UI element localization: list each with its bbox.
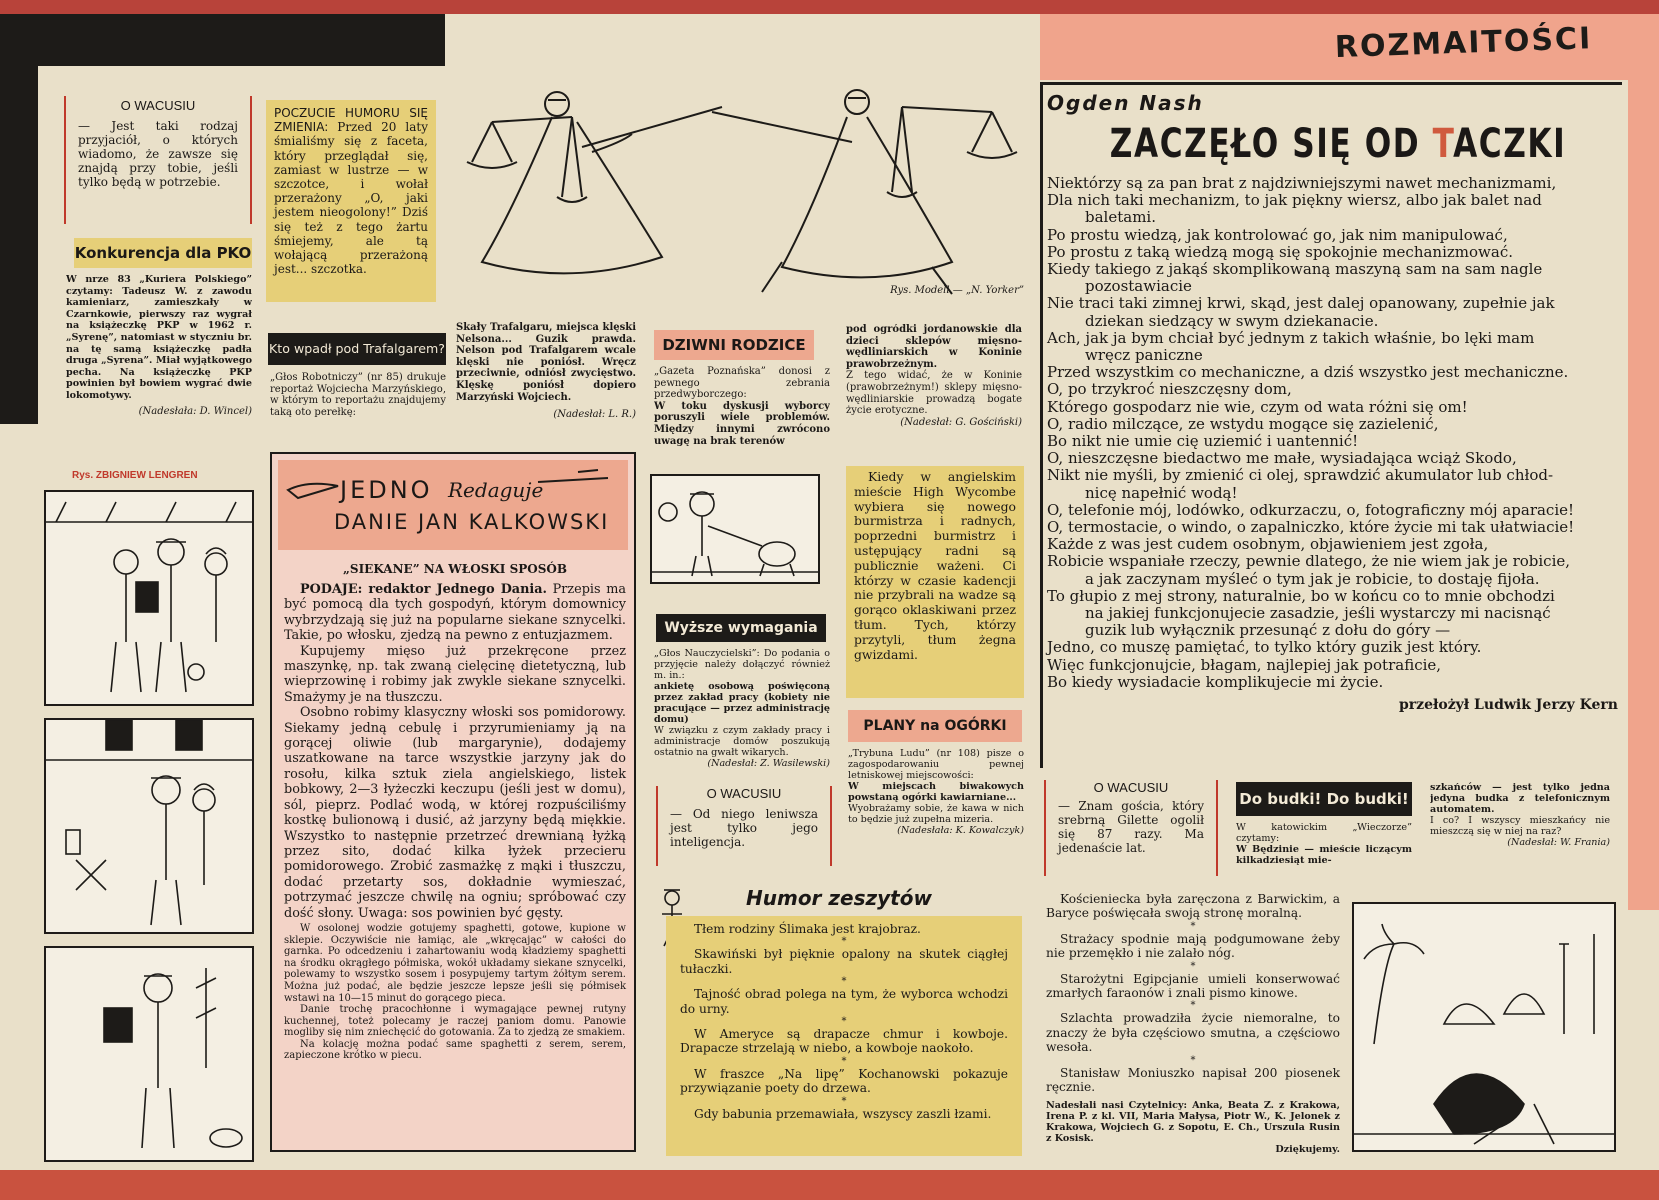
trafalgar-text-2: Skały Trafalgaru, miejsca klęski Nelsona... Guzik prawda. Nelson pod Trafalgarem wcale klęski nie poniósł. Wręcz przeciwnie, odniósł zwycięstwo. Klęskę poniósł dopiero Marzyński Wojciech. — [456, 322, 636, 403]
poem-line: dziekan siedzący w swym dziekanacie. — [1085, 311, 1379, 330]
justice-duel-illustration — [452, 62, 1032, 302]
dziwni-text-1: „Gazeta Poznańska” donosi z pewnego zebrania przedwyborczego: — [654, 366, 830, 401]
humor-separator-star: * — [841, 976, 847, 988]
desert-illustration — [1354, 904, 1614, 1150]
comic-illustration-2 — [46, 720, 252, 932]
wyzsze-title: Wyższe wymagania — [656, 614, 826, 642]
poem-line: Dla nich taki mechanizm, to jak piękny wiersz, albo jak balet nad — [1047, 191, 1542, 210]
plany-text-2: Wyobrażamy sobie, że kawa w nich to będzie już zupełna mizeria. — [848, 803, 1024, 825]
poem-line: Ach, jak ja bym chciał być jednym z takich właśnie, bo lęki mam — [1047, 328, 1535, 347]
dog-comic — [650, 474, 820, 584]
humor-item: Tłem rodziny Ślimaka jest krajobraz. — [694, 922, 921, 936]
desert-comic — [1352, 902, 1616, 1152]
poem-line: O, telefonie mój, lodówko, odkurzaczu, o, fotograficzny mój aparacie! — [1047, 500, 1575, 519]
poem-line: guzik lub wyłącznik przesunąć z dołu do góry — — [1085, 621, 1451, 640]
budki-col-1 — [1236, 822, 1412, 872]
humor-item: Tajność obrad polega na tym, że wyborca wchodzi do urny. — [680, 987, 1008, 1016]
trafalgar-title: Kto wpadł pod Trafalgarem? — [268, 333, 446, 365]
plany-box — [848, 748, 1024, 872]
budki-sig: (Nadesłał: W. Frania) — [1507, 837, 1610, 848]
humor-item: W fraszce „Na lipę” Kochanowski pokazuje przywiązanie poety do drzewa. — [680, 1066, 1008, 1096]
poem-line: Nikt nie myśli, by zmienić ci olej, sprawdzić akumulator lub chłod- — [1047, 466, 1554, 485]
poem-line: Więc funkcjonujcie, błagam, najlepiej jak potraficie, — [1047, 655, 1442, 674]
humor-separator-star: * — [841, 1055, 847, 1067]
poem-line: wręcz paniczne — [1085, 346, 1203, 365]
wacusiu-box-2 — [656, 786, 832, 866]
humor-right-list — [1046, 892, 1340, 1094]
jedno-danie-subtitle: „SIEKANE” NA WŁOSKI SPOSÓB — [343, 562, 567, 576]
konkurencja-text: W nrze 83 „Kuriera Polskiego” czytamy: Tadeusz W. z zawodu kamieniarz, zamieszkały w Czarnkowie, pierwszy raz wygrał na książeczkę PKP w 1962 r. „Syrenę”, natomiast w styczniu br. na tę samą książeczkę padła druga „Syrena”. Miał wyjątkowego pecha. Na książeczkę PKP powinien był bowiem wygrać dwie lokomotywy. — [66, 274, 252, 401]
wacusiu-2-text: — Od niego leniwsza jest tylko jego inteligencja. — [670, 807, 818, 849]
plany-text-1b: W miejscach biwakowych powstaną ogórki kawiarniane... — [848, 781, 1024, 803]
poem-line: Nie traci taki zimnej krwi, skąd, jest dalej opanowany, zupełnie jak — [1047, 294, 1555, 313]
logo-danie: DANIE JAN KALKOWSKI — [334, 510, 610, 534]
comic-illustration-3 — [46, 948, 252, 1160]
poem-translator: przełożył Ludwik Jerzy Kern — [1398, 697, 1618, 714]
trafalgar-col-2 — [456, 322, 636, 446]
humor-item: Stanisław Moniuszko napisał 200 piosenek ręcznie. — [1046, 1065, 1340, 1095]
wacusiu-box-1 — [64, 96, 252, 224]
poczucie-humoru-box — [266, 100, 436, 302]
dziwni-col-1 — [654, 366, 830, 446]
dziwni-title: DZIWNI RODZICE — [654, 330, 814, 360]
poem-line: Każde z was jest cudem osobnym, objawieniem jest zgoła, — [1047, 535, 1489, 554]
lengren-credit: Rys. ZBIGNIEW LENGREN — [72, 470, 198, 481]
recipe-p5: Danie trochę pracochłonne i wymagające pewnej rutyny kuchennej, toteż polecamy je raczej paniom domu. Panowie mogliby się nim zniechęcić do gotowania. Za to zjedzą ze smakiem. — [284, 1004, 626, 1039]
trafalgar-sig: (Nadesłał: L. R.) — [553, 409, 636, 421]
poem-line: Kiedy takiego z jakąś skomplikowaną maszyną sam na sam nagle — [1047, 260, 1543, 279]
poem-title-t: T — [1432, 121, 1454, 167]
humor-item: Starożytni Egipcjanie umieli konserwować zmarłych faraonów i znali pismo kinowe. — [1046, 971, 1340, 1001]
poem-line: Bo nikt nie umie cię uziemić i uantennić! — [1047, 432, 1359, 451]
poem-author: Ogden Nash — [1047, 91, 1204, 115]
humor-separator-star: * — [1190, 920, 1196, 932]
plany-title: PLANY na OGÓRKI — [848, 710, 1022, 742]
wacusiu-box-3 — [1044, 780, 1218, 876]
poem-line: O, po trzykroć nieszczęsny dom, — [1047, 380, 1292, 399]
poem-line: pozostawiacie — [1085, 277, 1192, 296]
budki-title: Do budki! Do budki! — [1236, 782, 1412, 816]
recipe-p4: W osolonej wodzie gotujemy spaghetti, gotowe, kupione w sklepie. Oczywiście nie łamiąc, ale „wkręcając” w całości do garnka. Po odcedzeniu i zahartowaniu wodą kładziemy spaghetti na środku okrągłego półmiska, wokół układamy siekane sznycelki, polewamy to wszystko sosem i posypujemy tartym żółtym serem. Można już podać, ale będzie jeszcze lepsze jeśli się półmisek wstawi na 10—15 minut do gorącego pieca. — [284, 922, 626, 1004]
budki-col-2 — [1430, 782, 1610, 878]
budki-text-1: W katowickim „Wieczorze” czytamy: — [1236, 822, 1412, 844]
logo-jedno: JEDNO — [340, 476, 433, 504]
poem-line: nicę napełnić wodą! — [1085, 483, 1238, 502]
dog-walk-illustration — [652, 476, 818, 582]
jedno-danie-text — [284, 582, 626, 1062]
trafalgar-text-1: „Głos Robotniczy” (nr 85) drukuje reportaż Wojciecha Marzyńskiego, w którym to reportażu znajdujemy taką oto perełkę: — [270, 372, 446, 418]
logo-redaguje: Redaguje — [448, 478, 544, 502]
poem-title — [1109, 121, 1567, 167]
poem-line: Jedno, co muszę pamiętać, to tylko który guzik jest który. — [1047, 638, 1482, 657]
wacusiu-title: O WACUSIU — [120, 98, 196, 113]
poem-box — [1040, 82, 1622, 768]
poem-line: Bo kiedy wysiadacie komplikujecie mi życie. — [1047, 672, 1384, 691]
humor-item: W Ameryce są drapacze chmur i kowboje. Drapacze strzelają w niebo, a kowboje naokoło. — [680, 1027, 1008, 1056]
humor-box — [646, 876, 1626, 1166]
dziwni-text-1b: W toku dyskusji wyborcy poruszyli wiele problemów. Między innymi zwrócono uwagę na brak terenów — [654, 400, 830, 446]
poczucie-text: Przed 20 laty śmialiśmy się z faceta, który przeglądał się, zamiast w lustrze — w szczotce, i wołał przerażony „O, jaki jestem nieogolony!” Dziś się też z tego żartu śmiejemy, ale tą wołającą przerażoną jest... szczotka. — [274, 120, 428, 277]
humor-right-col — [1046, 892, 1340, 1162]
humor-left-list — [680, 922, 1008, 1121]
poem-line: Przed wszystkim co mechaniczne, a dziś wszystko jest mechaniczne. — [1047, 363, 1569, 382]
humor-thanks: Dziękujemy. — [1275, 1144, 1340, 1156]
humor-separator-star: * — [1190, 1054, 1196, 1066]
poem-lines — [1047, 175, 1618, 691]
wacusiu-text: — Jest taki rodzaj przyjaciół, o których wiadomo, że zawsze się znajdą przy tobie, jeśli tylko będą w potrzebie. — [78, 119, 238, 189]
dziwni-text-2: pod ogródki jordanowskie dla dzieci sklepów mięsno-wędliniarskich w Koninie prawobrzeżnym. — [846, 324, 1022, 370]
humor-separator-star: * — [1190, 1000, 1196, 1012]
humor-item: Strażacy spodnie mają podgumowane żeby nie przemękło i nie zalało nóg. — [1046, 931, 1340, 961]
konkurencja-box — [66, 274, 252, 454]
dziwni-text-3: Z tego widać, że w Koninie (prawobrzeżnym!) sklepy mięsno-wędliniarskie prowadzą bogate życie erotyczne. — [846, 370, 1022, 417]
plany-sig: (Nadesłała: K. Kowalczyk) — [897, 825, 1024, 836]
comic-panel-1 — [44, 490, 254, 706]
poem-line: To głupio z mej strony, naturalnie, bo w końcu co to mnie obchodzi — [1047, 586, 1555, 605]
humor-item: Skawiński był pięknie opalony na skutek ciągłej tułaczki. — [680, 947, 1008, 976]
jedno-danie-box — [270, 452, 636, 1152]
wyzsze-box — [654, 648, 830, 780]
justice-cartoon — [452, 62, 1032, 302]
wyzsze-text-2: W związku z czym zakłady pracy i administracje domów poszukują ostatnio na gwałt wikarych. — [654, 725, 830, 758]
poem-line: O, radio milczące, ze wstydu mogące się zazielenić, — [1047, 414, 1439, 433]
recipe-p2: Kupujemy mięso już przekręcone przez maszynkę, np. tak zwaną cielęcinę dietetyczną, lub wieprzowinę i robimy jak zwykle siekane sznycelki. Smażymy je na tłuszczu. — [284, 643, 626, 705]
humor-separator-star: * — [1190, 960, 1196, 972]
poem-line: O, termostacie, o windo, o zapalniczko, które życie mi tak ułatwiacie! — [1047, 518, 1575, 537]
paper-top-band — [0, 0, 1659, 14]
budki-text-1b: W Będzinie — mieście liczącym kilkadziesiąt mie- — [1236, 844, 1412, 866]
poem-line: a jak zaczynam myśleć o tym jak je robicie, to dostaję fijoła. — [1085, 569, 1540, 588]
konkurencja-title: Konkurencja dla PKO — [74, 238, 252, 268]
dziwni-col-2 — [846, 324, 1022, 448]
wacusiu-3-title: O WACUSIU — [1093, 780, 1169, 795]
wacusiu-3-text: — Znam gościa, który srebrną Gilette ogolił się 87 razy. Ma jedenaście lat. — [1058, 799, 1204, 855]
poem-line: Którego gospodarz nie wie, czym od wata różni się om! — [1047, 397, 1468, 416]
cartoon-caption: Rys. Modell — „N. Yorker” — [890, 285, 1024, 296]
poem-line: Po prostu z taką wiedzą mogą się spokojnie mechanizmować. — [1047, 242, 1513, 261]
poczucie-heading: POCZUCIE HUMORU SIĘ ZMIENIA: — [274, 106, 428, 135]
recipe-p6: Na kolację można podać same spaghetti z serem, serem, zapieczone krótko w piecu. — [284, 1038, 626, 1062]
wacusiu-2-title: O WACUSIU — [706, 786, 782, 801]
black-corner-left — [0, 14, 38, 424]
wyzsze-text-1: „Głos Nauczycielski”: Do podania o przyjęcie należy dołączyć również m. in.: — [654, 648, 830, 681]
humor-left-col — [666, 916, 1022, 1156]
high-wycombe-box — [846, 466, 1024, 698]
wyzsze-sig: (Nadesłał: Z. Wasilewski) — [707, 758, 830, 769]
salmon-edge-right — [1628, 60, 1659, 910]
konkurencja-sig: (Nadesłała: D. Wincel) — [138, 405, 252, 417]
section-logo: ROZMAITOŚCI — [1334, 21, 1593, 66]
poem-line: Robicie wspaniałe rzeczy, pewnie dlatego, że nie wiem jak je robicie, — [1047, 552, 1571, 571]
poem-line: O, nieszczęsne biedactwo me małe, wysiadająca wciąż Skodo, — [1047, 449, 1517, 468]
budki-text-3: I co? I wszyscy mieszkańcy nie mieszczą się w niej na raz? — [1430, 815, 1610, 837]
budki-text-2: szkańców — jest tylko jedna jedyna budka z telefonicznym automatem. — [1430, 782, 1610, 815]
humor-separator-star: * — [841, 1095, 847, 1107]
recipe-intro-bold: PODAJE: redaktor Jednego Dania. — [300, 582, 548, 597]
comic-panel-2 — [44, 718, 254, 934]
poem-line: Niektórzy są za pan brat z najdziwniejszymi nawet mechanizmami, — [1047, 174, 1557, 192]
humor-item: Gdy babunia przemawiała, wszyscy zaszli łzami. — [694, 1106, 992, 1121]
comic-panel-3 — [44, 946, 254, 1162]
humor-separator-star: * — [841, 1016, 847, 1028]
red-edge-bottom — [0, 1170, 1659, 1200]
fork-and-knife-icon — [278, 460, 628, 550]
poem-title-a: ZACZĘŁO SIĘ OD — [1109, 121, 1433, 167]
poem-line: Po prostu wiedzą, jak kontrolować go, jak nim manipulować, — [1047, 225, 1508, 244]
poem-line: baletami. — [1085, 208, 1156, 227]
comic-illustration-1 — [46, 492, 252, 704]
jedno-danie-logo — [278, 460, 628, 550]
humor-readers: Nadesłali nasi Czytelnicy: Anka, Beata Z. z Krakowa, Irena P. z kl. VII, Maria Małysa, Piotr W., K. Jelonek z Krakowa, Wojciech G. z Sopotu, E. Ch., Urszula Rusin z Kosisk. — [1046, 1100, 1340, 1145]
humor-title: Humor zeszytów — [746, 886, 932, 910]
poem-line: na jakiej funkcjonujecie zasadzie, jeśli wystarczy mi nacisnąć — [1085, 604, 1551, 623]
humor-item: Kościeniecka była zaręczona z Barwickim, a Baryce poświęcała swoją stronę moralną. — [1046, 892, 1340, 921]
poem-title-c: ACZKI — [1453, 121, 1567, 167]
dziwni-sig: (Nadesłał: G. Gościński) — [900, 416, 1022, 428]
high-wycombe-text: Kiedy w angielskim mieście High Wycombe wybiera się nowego burmistrza i radnych, poprzedni burmistrz i ustępujący radni są publicznie ważeni. Ci którzy w czasie kadencji nie przybrali na wadze są gorąco oklaskiwani przez tłum. Tych, którzy przytyli, tłum żegna gwizdami. — [854, 469, 1016, 662]
plany-text-1: „Trybuna Ludu” (nr 108) pisze o zagospodarowaniu pewnej letniskowej miejscowości: — [848, 748, 1024, 781]
recipe-p3: Osobno robimy klasyczny włoski sos pomidorowy. Siekamy jedną cebulę i przyrumieniamy ją na gorącej oliwie (lub margarynie), dodajemy uszatkowane na tarce wszystkie jarzyny jak do rosołu, kilka sztuk ziela angielskiego, listek bobkowy, 2—3 łyżeczki keczupu (jeśli jest w domu), sól, pieprz. Podlać wodą, w której rozpuściliśmy kostkę bulionową i dusić, aż jarzyny będą miękkie. Wszystko to następnie przetrzeć drewnianą łyżką przez sito, dodać kilka łyżek przecieru pomidorowego. Zrobić zasmażkę z mąki i tłuszczu, dodać przetarty sos, dokładnie wymieszać, potrzymać jeszcze chwilę na ogniu; spróbować czy dość słony. Uwaga: sos powinien być gęsty. — [284, 705, 626, 921]
humor-item: Szlachta prowadziła życie niemoralne, to znaczy że była częściowo smutna, a częściowo wesoła. — [1046, 1011, 1340, 1055]
recipe-intro: Przepis ma być pomocą dla tych gospodyń, którym domownicy wybrzydzają się już na popularne siekane sznycelki. Takie, po włosku, zjedzą na pewno z entuzjazmem. — [284, 582, 626, 644]
black-corner-top — [0, 14, 445, 66]
wyzsze-text-1b: ankietę osobową poświęconą przez zakład pracy (kobiety nie pracujące — przez administrację domu) — [654, 681, 830, 725]
humor-separator-star: * — [841, 936, 847, 948]
